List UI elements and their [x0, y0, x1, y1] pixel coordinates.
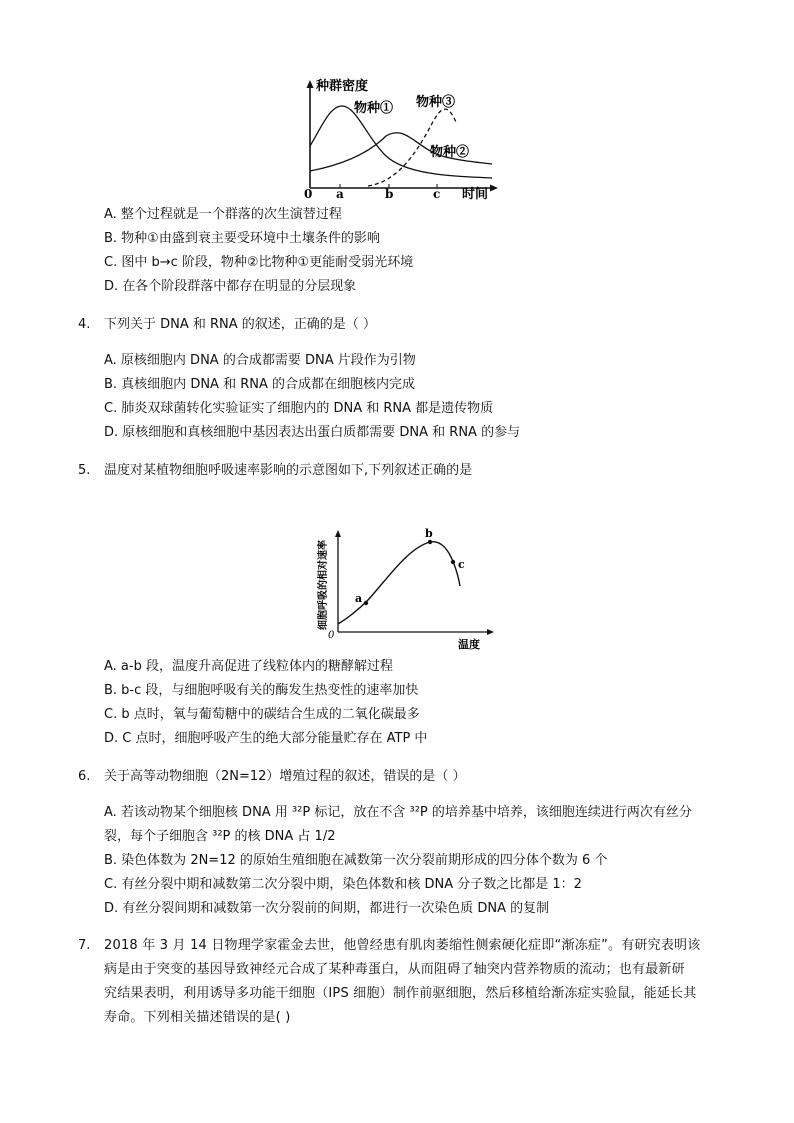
q4-stem: 下列关于 DNA 和 RNA 的叙述，正确的是（ ） — [104, 317, 376, 332]
species-3-label: 物种③ — [416, 95, 456, 110]
respiration-curve — [338, 542, 460, 624]
q6-option-b: B. 染色体数为 2N=12 的原始生殖细胞在减数第一次分裂前期形成的四分体个数为 6 个 — [104, 853, 608, 868]
respiration-rate-figure — [312, 528, 498, 652]
y-axis-arrow — [307, 80, 314, 88]
q7-line-4: 寿命。下列相关描述错误的是( ) — [104, 1010, 291, 1025]
q7-number: 7. — [78, 938, 91, 953]
species-1-label: 物种① — [354, 101, 394, 116]
q4-number: 4. — [78, 317, 91, 332]
q3-option-b: B. 物种①由盛到衰主要受环境中土壤条件的影响 — [104, 231, 380, 246]
q3-option-c: C. 图中 b→c 阶段，物种②比物种①更能耐受弱光环境 — [104, 255, 414, 270]
fig2-origin: 0 — [328, 630, 335, 641]
species-1-curve — [310, 106, 492, 178]
q7-line-3: 究结果表明，利用诱导多功能干细胞（IPS 细胞）制作前驱细胞，然后移植给渐冻症实验鼠，能延长其 — [104, 986, 697, 1001]
population-density-figure — [296, 76, 506, 200]
q6-number: 6. — [78, 769, 91, 784]
point-b — [428, 540, 432, 544]
fig1-origin: 0 — [304, 187, 313, 200]
q5-option-b: B. b-c 段，与细胞呼吸有关的酶发生热变性的速率加快 — [104, 683, 419, 698]
q5-number: 5. — [78, 463, 91, 478]
q6-option-d: D. 有丝分裂间期和减数第一次分裂前的间期，都进行一次染色质 DNA 的复制 — [104, 901, 550, 916]
point-c-label: c — [458, 558, 465, 571]
point-a — [364, 601, 368, 605]
point-c — [451, 560, 455, 564]
fig1-ylabel: 种群密度 — [316, 79, 369, 94]
q4-option-d: D. 原核细胞和真核细胞中基因表达出蛋白质都需要 DNA 和 RNA 的参与 — [104, 425, 521, 440]
fig1-tick-a-label: a — [336, 187, 344, 200]
point-b-label: b — [425, 528, 433, 540]
q6-option-a: A. 若该动物某个细胞核 DNA 用 ³²P 标记，放在不含 ³²P 的培养基中培养，该细胞连续进行两次有丝分 — [104, 805, 692, 820]
q5-option-a: A. a-b 段，温度升高促进了线粒体内的糖酵解过程 — [104, 659, 393, 674]
x-axis-arrow — [490, 185, 498, 192]
q3-option-a: A. 整个过程就是一个群落的次生演替过程 — [104, 207, 342, 222]
q6-option-c: C. 有丝分裂中期和减数第二次分裂中期，染色体数和核 DNA 分子数之比都是 1：2 — [104, 877, 582, 892]
q6-stem: 关于高等动物细胞（2N=12）增殖过程的叙述，错误的是（ ） — [104, 769, 466, 784]
fig2-x-axis-arrow — [487, 629, 494, 635]
fig2-xlabel: 温度 — [458, 638, 480, 651]
fig2-y-axis-arrow — [335, 530, 341, 537]
species-2-label: 物种② — [430, 145, 470, 160]
q7-line-2: 病是由于突变的基因导致神经元合成了某种毒蛋白，从而阻碍了轴突内营养物质的流动；也有最新研 — [104, 962, 685, 977]
q5-stem: 温度对某植物细胞呼吸速率影响的示意图如下,下列叙述正确的是 — [104, 463, 473, 478]
point-a-label: a — [355, 592, 363, 605]
fig1-tick-c-label: c — [433, 187, 441, 200]
fig1-xlabel: 时间 — [462, 187, 489, 200]
q7-line-1: 2018 年 3 月 14 日物理学家霍金去世，他曾经患有肌肉萎缩性侧索硬化症即“渐冻症”。有研究表明该 — [104, 938, 701, 953]
q4-option-b: B. 真核细胞内 DNA 和 RNA 的合成都在细胞核内完成 — [104, 377, 415, 392]
q5-option-d: D. C 点时，细胞呼吸产生的绝大部分能量贮存在 ATP 中 — [104, 731, 428, 746]
q3-option-d: D. 在各个阶段群落中都存在明显的分层现象 — [104, 279, 357, 294]
q6-option-a-cont: 裂，每个子细胞含 ³²P 的核 DNA 占 1/2 — [104, 829, 336, 844]
q4-option-a: A. 原核细胞内 DNA 的合成都需要 DNA 片段作为引物 — [104, 353, 416, 368]
q4-option-c: C. 肺炎双球菌转化实验证实了细胞内的 DNA 和 RNA 都是遗传物质 — [104, 401, 494, 416]
fig2-ylabel: 细胞呼吸的相对速率 — [318, 540, 329, 630]
q5-option-c: C. b 点时，氧与葡萄糖中的碳结合生成的二氧化碳最多 — [104, 707, 420, 722]
fig1-tick-b-label: b — [385, 187, 394, 200]
q7-stem — [104, 934, 704, 1030]
